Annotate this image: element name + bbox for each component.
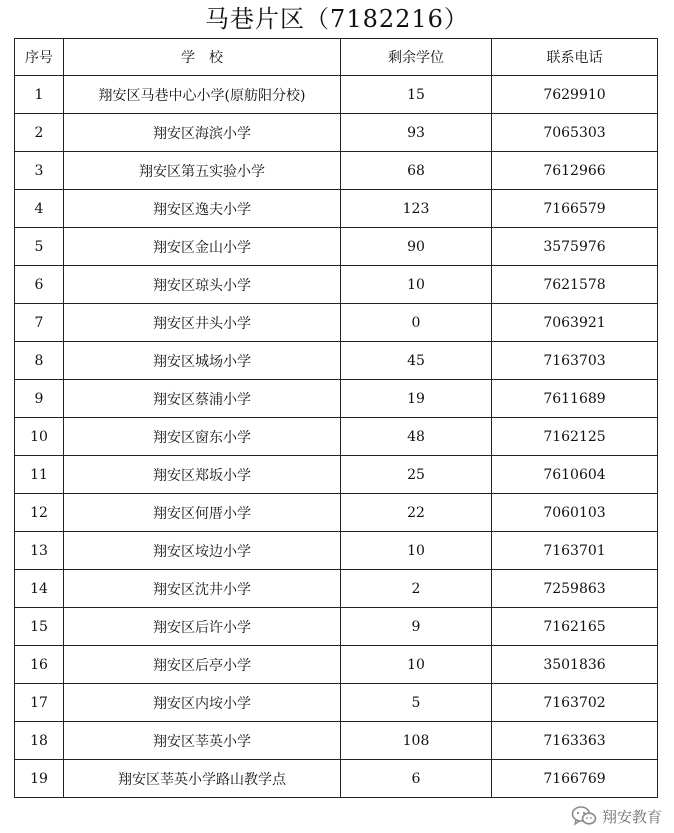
cell-seats: 48 xyxy=(341,418,492,456)
table-row xyxy=(15,608,658,646)
cell-phone: 7163703 xyxy=(492,342,658,380)
cell-seats: 6 xyxy=(341,760,492,798)
cell-school: 翔安区何厝小学 xyxy=(64,494,341,532)
cell-school: 翔安区第五实验小学 xyxy=(64,152,341,190)
cell-seats: 93 xyxy=(341,114,492,152)
watermark-text: 翔安教育 xyxy=(601,807,662,826)
wechat-icon xyxy=(571,805,597,827)
cell-school: 翔安区马巷中心小学(原舫阳分校) xyxy=(64,76,341,114)
cell-phone: 7610604 xyxy=(492,456,658,494)
table-row xyxy=(15,456,658,494)
cell-seats: 123 xyxy=(341,190,492,228)
table-row xyxy=(15,114,658,152)
cell-index: 13 xyxy=(15,532,64,570)
cell-school: 翔安区内垵小学 xyxy=(64,684,341,722)
table-body xyxy=(15,76,658,798)
cell-index: 11 xyxy=(15,456,64,494)
table-row xyxy=(15,722,658,760)
cell-phone: 3575976 xyxy=(492,228,658,266)
table-row xyxy=(15,266,658,304)
cell-school: 翔安区郑坂小学 xyxy=(64,456,341,494)
cell-phone: 7621578 xyxy=(492,266,658,304)
cell-index: 8 xyxy=(15,342,64,380)
cell-school: 翔安区垵边小学 xyxy=(64,532,341,570)
cell-school: 翔安区后许小学 xyxy=(64,608,341,646)
table-row xyxy=(15,494,658,532)
cell-index: 17 xyxy=(15,684,64,722)
header-index: 序号 xyxy=(15,39,64,76)
school-seats-table xyxy=(14,38,658,798)
cell-seats: 15 xyxy=(341,76,492,114)
cell-school: 翔安区城场小学 xyxy=(64,342,341,380)
table-row xyxy=(15,684,658,722)
cell-seats: 10 xyxy=(341,532,492,570)
cell-phone: 7065303 xyxy=(492,114,658,152)
cell-index: 7 xyxy=(15,304,64,342)
table-row xyxy=(15,190,658,228)
cell-school: 翔安区金山小学 xyxy=(64,228,341,266)
table-row xyxy=(15,646,658,684)
cell-school: 翔安区蔡浦小学 xyxy=(64,380,341,418)
cell-school: 翔安区莘英小学 xyxy=(64,722,341,760)
table-row xyxy=(15,304,658,342)
cell-index: 19 xyxy=(15,760,64,798)
cell-phone: 7611689 xyxy=(492,380,658,418)
cell-seats: 2 xyxy=(341,570,492,608)
cell-index: 16 xyxy=(15,646,64,684)
cell-index: 18 xyxy=(15,722,64,760)
cell-index: 12 xyxy=(15,494,64,532)
table-row xyxy=(15,570,658,608)
cell-index: 6 xyxy=(15,266,64,304)
cell-school: 翔安区井头小学 xyxy=(64,304,341,342)
cell-school: 翔安区窗东小学 xyxy=(64,418,341,456)
cell-phone: 7166769 xyxy=(492,760,658,798)
cell-phone: 7163702 xyxy=(492,684,658,722)
cell-phone: 7162165 xyxy=(492,608,658,646)
cell-index: 1 xyxy=(15,76,64,114)
table-row xyxy=(15,380,658,418)
cell-index: 10 xyxy=(15,418,64,456)
cell-seats: 90 xyxy=(341,228,492,266)
cell-index: 5 xyxy=(15,228,64,266)
cell-phone: 7060103 xyxy=(492,494,658,532)
cell-school: 翔安区逸夫小学 xyxy=(64,190,341,228)
cell-seats: 45 xyxy=(341,342,492,380)
cell-school: 翔安区海滨小学 xyxy=(64,114,341,152)
table-row xyxy=(15,342,658,380)
table-row xyxy=(15,152,658,190)
cell-seats: 5 xyxy=(341,684,492,722)
page-title: 马巷片区（7182216） xyxy=(205,5,469,33)
cell-phone: 7259863 xyxy=(492,570,658,608)
cell-seats: 25 xyxy=(341,456,492,494)
cell-seats: 108 xyxy=(341,722,492,760)
table-row xyxy=(15,228,658,266)
table-row xyxy=(15,76,658,114)
cell-phone: 7612966 xyxy=(492,152,658,190)
cell-index: 3 xyxy=(15,152,64,190)
table-row xyxy=(15,418,658,456)
cell-index: 14 xyxy=(15,570,64,608)
cell-phone: 7163701 xyxy=(492,532,658,570)
cell-phone: 7629910 xyxy=(492,76,658,114)
cell-index: 2 xyxy=(15,114,64,152)
cell-index: 9 xyxy=(15,380,64,418)
cell-index: 4 xyxy=(15,190,64,228)
cell-phone: 7063921 xyxy=(492,304,658,342)
cell-seats: 68 xyxy=(341,152,492,190)
header-seats: 剩余学位 xyxy=(341,39,492,76)
cell-phone: 3501836 xyxy=(492,646,658,684)
cell-phone: 7163363 xyxy=(492,722,658,760)
cell-seats: 10 xyxy=(341,266,492,304)
cell-index: 15 xyxy=(15,608,64,646)
table-row xyxy=(15,532,658,570)
header-phone: 联系电话 xyxy=(492,39,658,76)
table-header-row xyxy=(15,39,658,76)
cell-seats: 0 xyxy=(341,304,492,342)
cell-phone: 7166579 xyxy=(492,190,658,228)
cell-school: 翔安区沈井小学 xyxy=(64,570,341,608)
cell-school: 翔安区后亭小学 xyxy=(64,646,341,684)
cell-phone: 7162125 xyxy=(492,418,658,456)
cell-school: 翔安区琼头小学 xyxy=(64,266,341,304)
watermark xyxy=(571,803,662,829)
header-school: 学 校 xyxy=(64,39,341,76)
cell-seats: 22 xyxy=(341,494,492,532)
cell-seats: 10 xyxy=(341,646,492,684)
table-row xyxy=(15,760,658,798)
cell-seats: 19 xyxy=(341,380,492,418)
cell-school: 翔安区莘英小学路山教学点 xyxy=(64,760,341,798)
cell-seats: 9 xyxy=(341,608,492,646)
